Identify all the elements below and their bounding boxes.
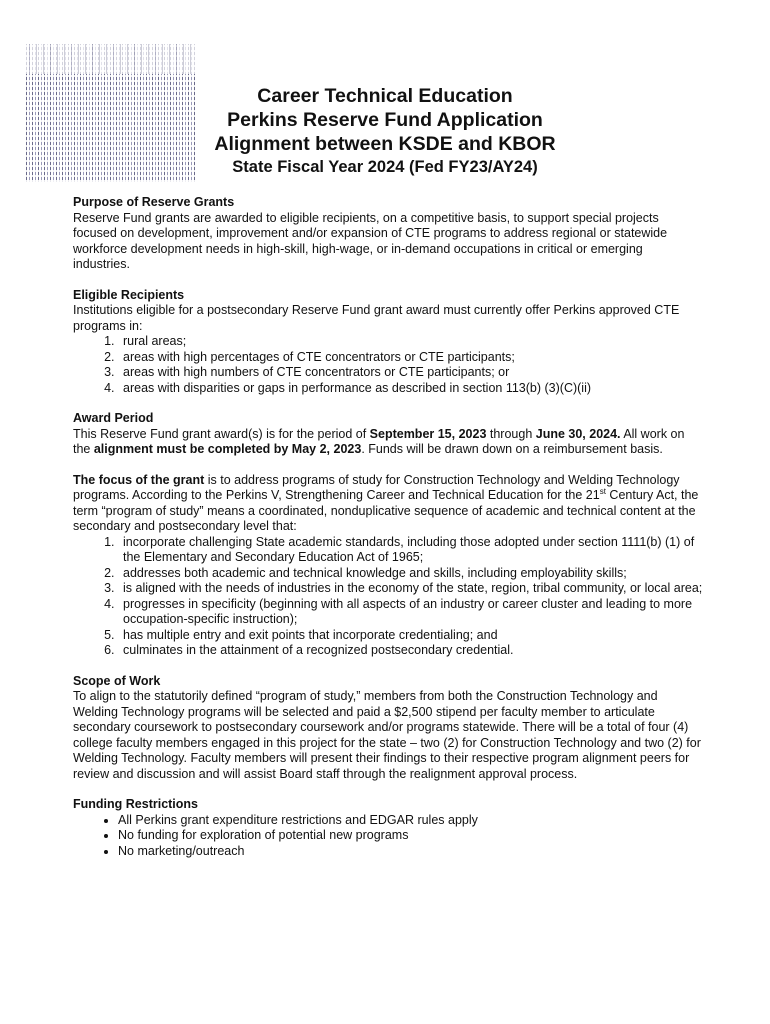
alignment-deadline: alignment must be completed by May 2, 2023 [93,442,362,456]
purpose-section [73,195,703,273]
award-text: This Reserve Fund grant award(s) is for the period of September 15, 2023 through June 30, 2024. All work on the alignment must be completed by May 2, 2023. Funds will be drawn down on a reimbursement basis. [73,426,685,456]
funding-list [73,813,703,860]
agency-logo [26,44,196,182]
list-item: 2. areas with high percentages of CTE concentrators or CTE participants; [118,350,703,366]
eligible-intro: Institutions eligible for a postsecondary Reserve Fund grant award must currently offer Perkins approved CTE programs in: [73,303,680,333]
award-end-date: June 30, 2024. [535,426,621,441]
list-item: 3. areas with high numbers of CTE concentrators or CTE participants; or [118,365,703,381]
funding-section [73,797,703,859]
list-item: 1. rural areas; [118,334,703,350]
award-section [73,411,703,458]
eligible-heading: Eligible Recipients [73,287,185,302]
title-line-1: Career Technical Education [257,85,513,107]
focus-text: The focus of the grant is to address programs of study for Construction Technology and Welding Technology programs. According to the Perkins V, Strengthening Career and Technical Education for the 21st Century Act, the term “program of study” means a coordinated, nonduplicative sequence of academic and technical content at the secondary and postsecondary level that: [73,472,699,533]
purpose-text: Reserve Fund grants are awarded to eligible recipients, on a competitive basis, to support special projects focused on development, improvement and/or expansion of CTE programs to address regional or statewide workforce development needs in high-skill, high-wage, or in-demand occupations in critical or emerging industries. [73,210,668,271]
award-start-date: September 15, 2023 [369,426,487,441]
list-item: 3. is aligned with the needs of industries in the economy of the state, region, tribal community, or local area; [118,581,703,597]
eligible-section [73,288,703,397]
focus-list [73,535,703,659]
list-item: 5. has multiple entry and exit points that incorporate credentialing; and [118,628,703,644]
title-subtitle: State Fiscal Year 2024 (Fed FY23/AY24) [232,158,538,176]
list-item: 4. areas with disparities or gaps in performance as described in section 113(b) (3)(C)(ii) [118,381,703,397]
list-item: 2. addresses both academic and technical knowledge and skills, including employability skills; [118,566,703,582]
purpose-heading: Purpose of Reserve Grants [73,195,235,209]
list-item: 4. progresses in specificity (beginning with all aspects of an industry or career cluster and leading to more occupation-specific instruction); [118,597,703,628]
title-line-2: Perkins Reserve Fund Application [227,109,543,131]
scope-text: To align to the statutorily defined “program of study,” members from both the Construction Technology and Welding Technology programs will be selected and paid a $2,500 stipend per faculty member to articulate secondary coursework to postsecondary coursework and/or programs statewide. There will be a total of four (4) college faculty members engaged in this project for the state – two (2) for Construction Technology and two (2) for Welding Technology. Faculty members will present their findings to their respective program alignment peers for review and discussion and will assist Board staff through the realignment approval process. [73,689,701,781]
scope-section [73,674,703,783]
focus-lead: The focus of the grant [73,472,205,487]
list-item: • All Perkins grant expenditure restrictions and EDGAR rules apply [118,813,703,829]
funding-heading: Funding Restrictions [73,797,198,811]
document-title [200,84,570,178]
list-item: • No funding for exploration of potential new programs [118,828,703,844]
list-item: 1. incorporate challenging State academic standards, including those adopted under section 1111(b) (1) of the Elementary and Secondary Education Act of 1965; [118,535,703,566]
title-line-3: Alignment between KSDE and KBOR [214,133,556,155]
document-body [73,195,703,874]
list-item: • No marketing/outreach [118,844,703,860]
award-heading: Award Period [73,411,154,425]
scope-heading: Scope of Work [73,673,161,688]
focus-section [73,473,703,659]
eligible-list [73,334,703,396]
list-item: 6. culminates in the attainment of a recognized postsecondary credential. [118,643,703,659]
